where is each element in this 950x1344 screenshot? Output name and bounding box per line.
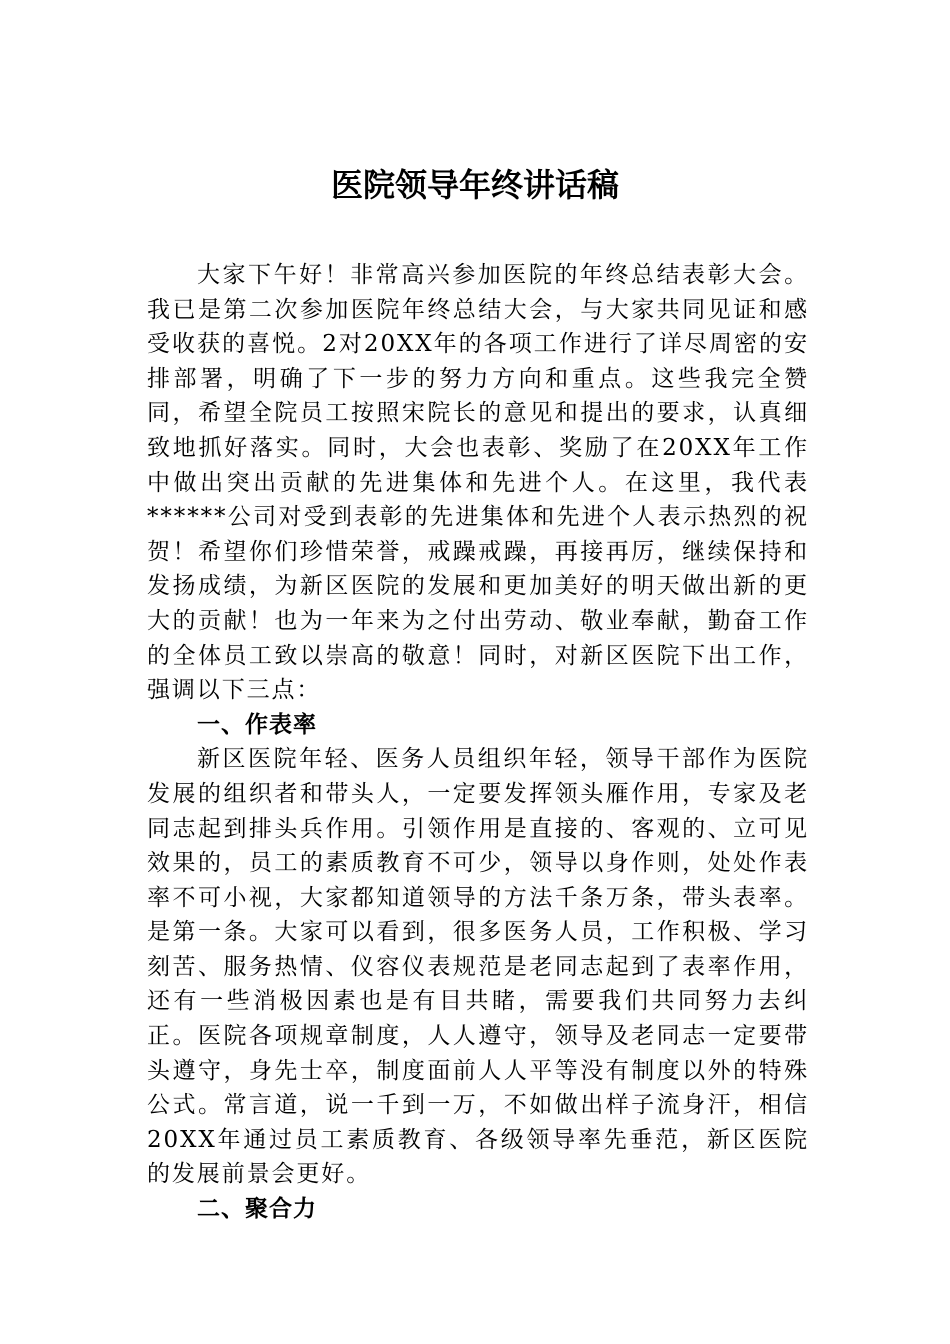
section-heading-2: 二、聚合力 — [197, 1196, 317, 1223]
intro-paragraph: 大家下午好！非常高兴参加医院的年终总结表彰大会。我已是第二次参加医院年终总结大会，与大家共同见证和感受收获的喜悦。2对20XX年的各项工作进行了详尽周密的安排部署，明确了下一步的努力方向和重点。这些我完全赞同，希望全院员工按照宋院长的意见和提出的要求，认真细致地抓好落实。同时，大会也表彰、奖励了在20XX年工作中做出突出贡献的先进集体和先进个人。在这里，我代表******公司对受到表彰的先进集体和先进个人表示热烈的祝贺！希望你们珍惜荣誉，戒躁戒躁，再接再厉，继续保持和发扬成绩，为新区医院的发展和更加美好的明天做出新的更大的贡献！也为一年来为之付出劳动、敬业奉献，勤奋工作的全体员工致以崇高的敬意！同时，对新区医院下出工作，强调以下三点： — [147, 262, 809, 704]
document-body — [147, 258, 809, 1227]
section-heading-1: 一、作表率 — [197, 711, 317, 738]
document-title: 医院领导年终讲话稿 — [330, 166, 619, 204]
section-paragraph-1: 新区医院年轻、医务人员组织年轻，领导干部作为医院发展的组织者和带头人，一定要发挥领头雁作用，专家及老同志起到排头兵作用。引领作用是直接的、客观的、立可见效果的，员工的素质教育不可少，领导以身作则，处处作表率不可小视，大家都知道领导的方法千条万条，带头表率。是第一条。大家可以看到，很多医务人员，工作积极、学习刻苦、服务热情、仪容仪表规范是老同志起到了表率作用，还有一些消极因素也是有目共睹，需要我们共同努力去纠正。医院各项规章制度，人人遵守，领导及老同志一定要带头遵守，身先士卒，制度面前人人平等没有制度以外的特殊公式。常言道，说一千到一万，不如做出样子流身汗，相信20XX年通过员工素质教育、各级领导率先垂范，新区医院的发展前景会更好。 — [147, 746, 809, 1188]
